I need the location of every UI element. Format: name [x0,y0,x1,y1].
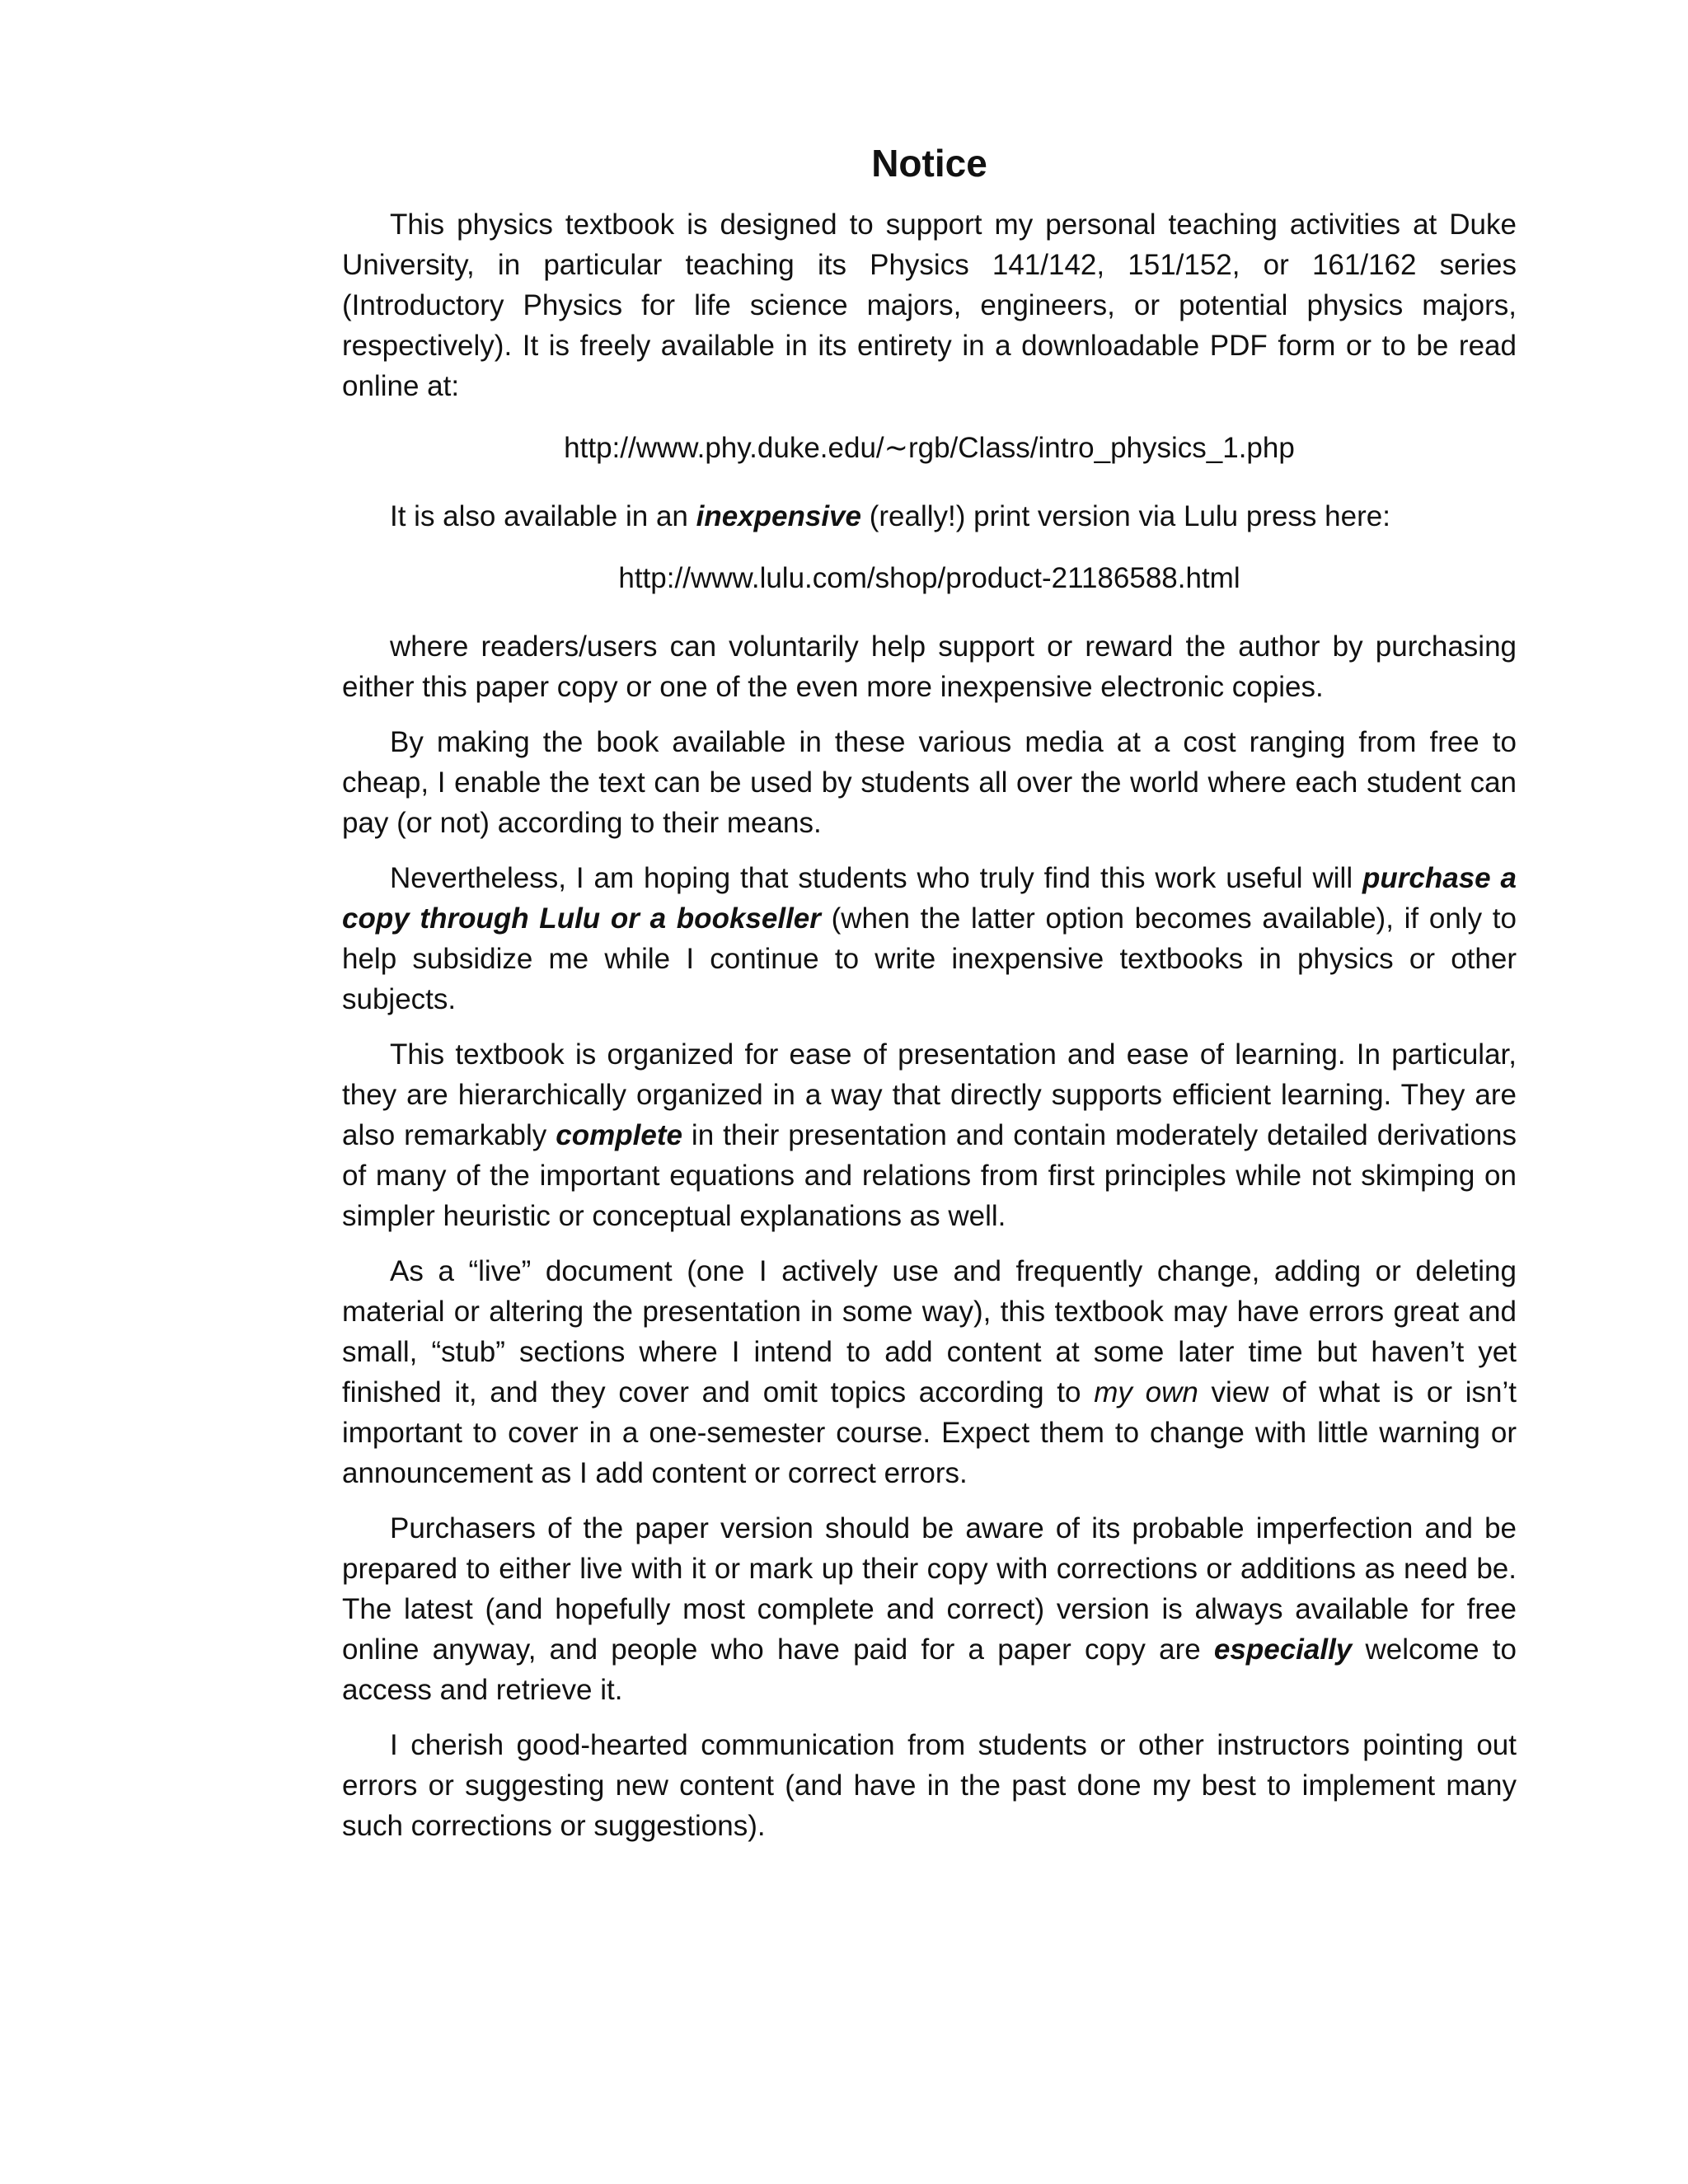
paragraph-print-version [342,496,1517,537]
text-segment: (when the latter option becomes available), if only to help subsidize me while I continue to write inexpensive textbooks in physics or other subjects. [342,902,1517,1015]
paragraph-support: where readers/users can voluntarily help support or reward the author by purchasing either this paper copy or one of the even more inexpensive electronic copies. [342,630,1517,703]
emphasis-purchase: purchase a copy through Lulu or a bookseller [342,862,1517,935]
paragraph-live-document [342,1251,1517,1493]
text-segment: in their presentation and contain moderately detailed derivations of many of the important equations and relations from first principles while not skimping on simpler heuristic or conceptual explanations as well. [342,1119,1517,1232]
text-segment: Purchasers of the paper version should be aware of its probable imperfection and be prepared to either live with it or mark up their copy with corrections or additions as need be. The latest (and hopefully most complete and correct) version is always available for free online anyway, and people who have paid for a paper copy are [342,1512,1517,1666]
paragraph-purchasers [342,1508,1517,1710]
url-lulu[interactable]: http://www.lulu.com/shop/product-21186588.html [618,562,1240,594]
paragraph-media: By making the book available in these various media at a cost ranging from free to cheap, I enable the text can be used by students all over the world where each student can pay (or not) according to their means. [342,726,1517,839]
paragraph-purchase [342,858,1517,1019]
emphasis-my-own: my own [1094,1376,1198,1408]
notice-page [342,140,1517,1861]
page-title: Notice [871,142,987,185]
paragraph-purpose: This physics textbook is designed to support my personal teaching activities at Duke University, in particular teaching its Physics 141/142, 151/152, or 161/162 series (Introductory Physics for life science majors, engineers, or potential physics majors, respectively). It is freely available in its entirety in a downloadable PDF form or to be read online at: [342,209,1517,402]
text-segment: view of what is or isn’t important to cover in a one-semester course. Expect them to change with little warning or announcement as I add content or correct errors. [342,1376,1517,1489]
text-segment: This textbook is organized for ease of presentation and ease of learning. In particular, they are hierarchically organized in a way that directly supports efficient learning. They are also remarkably [342,1038,1517,1151]
paragraph-organization [342,1034,1517,1236]
paragraph-communication: I cherish good-hearted communication from students or other instructors pointing out errors or suggesting new content (and have in the past done my best to implement many such corrections or suggestions). [342,1729,1517,1842]
emphasis-complete: complete [556,1119,682,1151]
text-segment: welcome to access and retrieve it. [342,1633,1517,1706]
text-segment: As a “live” document (one I actively use and frequently change, adding or deleting material or altering the presentation in some way), this textbook may have errors great and small, “stub” sections where I intend to add content at some later time but haven’t yet finished it, and they cover and omit topics according to [342,1255,1517,1408]
text-segment: (really!) print version via Lulu press here: [861,500,1390,532]
text-segment: Nevertheless, I am hoping that students who truly find this work useful will [390,862,1363,894]
url-duke[interactable]: http://www.phy.duke.edu/∼rgb/Class/intro_physics_1.php [564,432,1295,464]
text-segment: It is also available in an [390,500,696,532]
emphasis-especially: especially [1213,1633,1353,1666]
emphasis-inexpensive: inexpensive [696,500,861,532]
